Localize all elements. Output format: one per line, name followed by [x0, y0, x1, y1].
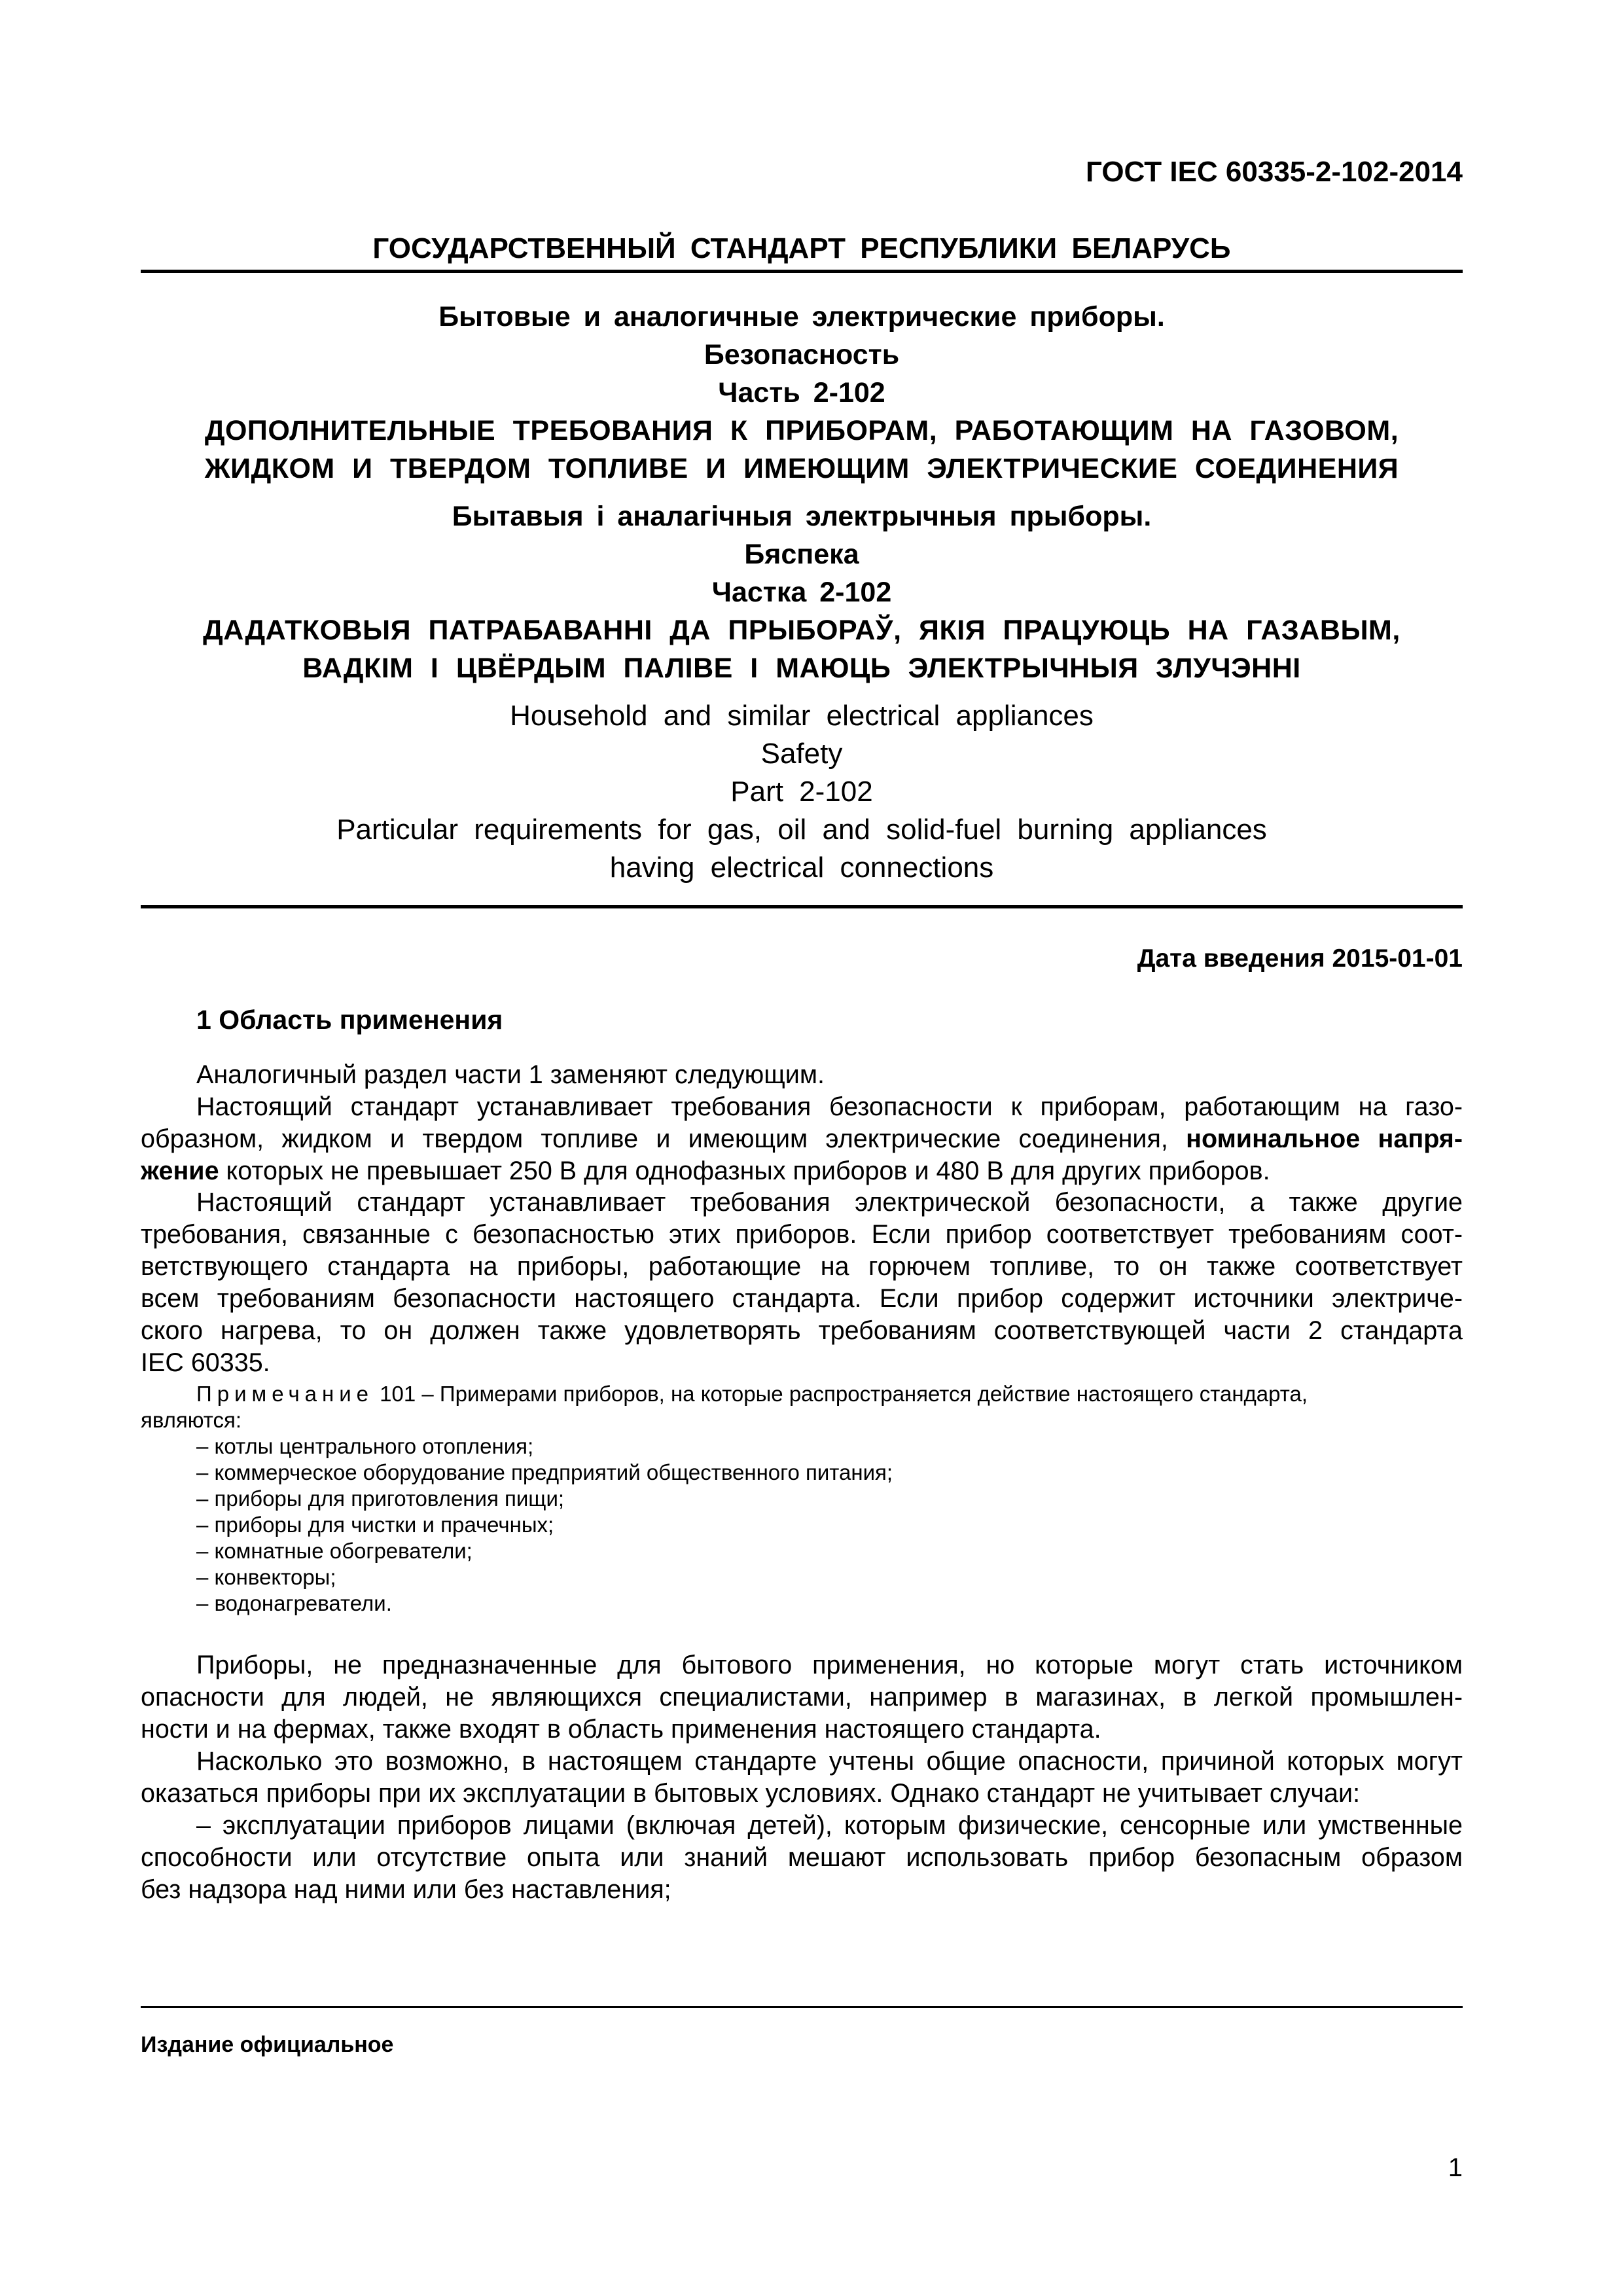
- title-block-by: [141, 497, 1463, 687]
- text-line: оказаться приборы при их эксплуатации в бытовых условиях. Однако стандарт не учитывает случаи:: [141, 1779, 1361, 1808]
- term-bold: жение: [141, 1157, 219, 1185]
- text-line: IEC 60335.: [141, 1348, 270, 1377]
- note-list-item: – конвекторы;: [196, 1565, 336, 1589]
- text-line: всем требованиям безопасности настоящего стандарта. Если прибор содержит источники электриче-: [141, 1284, 1463, 1313]
- title-ru-line: Безопасность: [704, 339, 900, 370]
- title-en-line: Safety: [760, 738, 843, 770]
- title-block-ru: [141, 298, 1463, 488]
- title-by-line: Бяспека: [744, 539, 859, 570]
- note-line: являются:: [141, 1408, 242, 1432]
- note-list-item: – водонагреватели.: [196, 1591, 392, 1615]
- text-line: способности или отсутствие опыта или знаний мешают использовать прибор безопасным образом: [141, 1843, 1463, 1872]
- text-line: жение которых не превышает 250 В для однофазных приборов и 480 В для других приборов.: [141, 1157, 1270, 1185]
- official-edition-label: Издание официальное: [141, 2032, 394, 2057]
- note-list-item: – приборы для приготовления пищи;: [196, 1486, 565, 1511]
- title-by-line: ДАДАТКОВЫЯ ПАТРАБАВАННІ ДА ПРЫБОРАЎ, ЯКІЯ ПРАЦУЮЦЬ НА ГАЗАВЫМ,: [203, 615, 1400, 646]
- section-heading: 1 Область применения: [196, 1005, 503, 1035]
- text-line: Насколько это возможно, в настоящем стандарте учтены общие опасности, причиной которых могут: [196, 1747, 1463, 1776]
- title-rule: [141, 905, 1463, 908]
- title-en-line: Particular requirements for gas, oil and solid-fuel burning appliances: [336, 814, 1267, 846]
- paragraph-6: [141, 1810, 1463, 1906]
- text-line: ского нагрева, то он должен также удовлетворять требованиям соответствующей части 2 стандарта: [141, 1316, 1463, 1345]
- state-standard-title: ГОСУДАРСТВЕННЫЙ СТАНДАРТ РЕСПУБЛИКИ БЕЛАРУСЬ: [372, 232, 1231, 264]
- text-line: опасности для людей, не являющихся специалистами, например в магазинах, в легкой промышлен-: [141, 1683, 1463, 1712]
- title-by-line: Частка 2-102: [711, 577, 892, 608]
- footer-rule: [141, 2006, 1463, 2008]
- text-line: образном, жидком и твердом топливе и имеющим электрические соединения, номинальное напря-: [141, 1124, 1463, 1153]
- title-ru-line: ЖИДКОМ И ТВЕРДОМ ТОПЛИВЕ И ИМЕЮЩИМ ЭЛЕКТРИЧЕСКИЕ СОЕДИНЕНИЯ: [204, 453, 1399, 484]
- title-en-line: Part 2-102: [730, 776, 873, 808]
- term-bold: номинальное напря-: [1186, 1124, 1463, 1153]
- title-by-line: ВАДКІМ І ЦВЁРДЫМ ПАЛІВЕ І МАЮЦЬ ЭЛЕКТРЫЧНЫЯ ЗЛУЧЭННІ: [302, 653, 1301, 684]
- title-ru-line: Бытовые и аналогичные электрические приборы.: [438, 301, 1165, 332]
- text-line: Настоящий стандарт устанавливает требования безопасности к приборам, работающим на газо-: [196, 1092, 1463, 1121]
- document-code: ГОСТ IEC 60335-2-102-2014: [1085, 156, 1463, 188]
- title-en-line: Household and similar electrical appliances: [510, 700, 1094, 732]
- note-list-item: – коммерческое оборудование предприятий общественного питания;: [196, 1460, 893, 1484]
- header-rule: [141, 270, 1463, 273]
- note-list-item: – котлы центрального отопления;: [196, 1434, 534, 1458]
- text-line: без надзора над ними или без наставления;: [141, 1875, 671, 1904]
- title-block-en: [141, 697, 1463, 887]
- note-list-item: – приборы для чистки и прачечных;: [196, 1513, 554, 1537]
- paragraph-2: [141, 1091, 1463, 1187]
- paragraph-4: [141, 1649, 1463, 1746]
- title-ru-line: Часть 2-102: [718, 377, 885, 408]
- title-ru-line: ДОПОЛНИТЕЛЬНЫЕ ТРЕБОВАНИЯ К ПРИБОРАМ, РАБОТАЮЩИМ НА ГАЗОВОМ,: [204, 415, 1399, 446]
- note-label: Примечание: [196, 1382, 374, 1406]
- title-by-line: Бытавыя і аналагічныя электрычныя прыборы.: [452, 501, 1152, 532]
- text-line: ветствующего стандарта на приборы, работающие на горючем топливе, то он также соответствует: [141, 1252, 1463, 1281]
- note-list-item: – комнатные обогреватели;: [196, 1539, 473, 1563]
- paragraph-5: [141, 1746, 1463, 1810]
- introduction-date: Дата введения 2015-01-01: [1137, 944, 1463, 973]
- text-line: Приборы, не предназначенные для бытового применения, но которые могут стать источником: [196, 1651, 1463, 1679]
- paragraph-1: [141, 1059, 1463, 1091]
- text-line: ности и на фермах, также входят в область применения настоящего стандарта.: [141, 1715, 1101, 1744]
- text-line: – эксплуатации приборов лицами (включая детей), которым физические, сенсорные или умственные: [196, 1811, 1463, 1840]
- title-en-line: having electrical connections: [609, 852, 994, 884]
- page-number: 1: [1448, 2153, 1463, 2182]
- note-first-line: Примечание 101 – Примерами приборов, на которые распространяется действие настоящего стандарта,: [196, 1382, 1308, 1406]
- paragraph-3: [141, 1187, 1463, 1379]
- text-line: Настоящий стандарт устанавливает требования электрической безопасности, а также другие: [196, 1188, 1463, 1217]
- text-line: требования, связанные с безопасностью этих приборов. Если прибор соответствует требованиям соот-: [141, 1220, 1463, 1249]
- note-block: [141, 1381, 1463, 1617]
- text-line: Аналогичный раздел части 1 заменяют следующим.: [196, 1060, 825, 1089]
